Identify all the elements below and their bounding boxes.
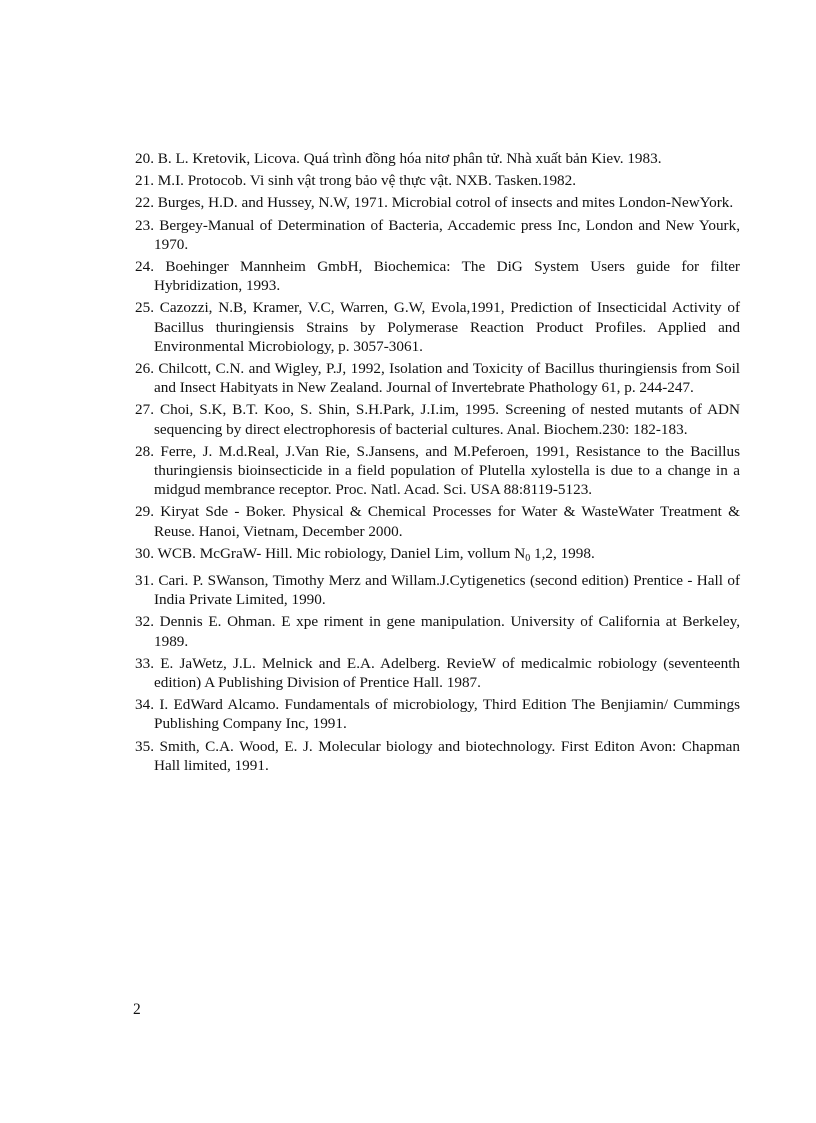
reference-text: WCB. McGraW- Hill. Mic robiology, Daniel Lim, vollum N bbox=[157, 544, 526, 562]
reference-number: 32. bbox=[135, 613, 154, 631]
reference-number: 30. bbox=[135, 544, 154, 562]
reference-item bbox=[135, 193, 740, 212]
reference-text: Cazozzi, N.B, Kramer, V.C, Warren, G.W, Evola,1991, Prediction of Insecticidal Activity of Bacillus thuringiensis Strains by Polymerase Reaction Product Profiles. Applied and Environmental Microbiology, p. 3057-3061. bbox=[154, 299, 741, 355]
reference-item bbox=[135, 571, 740, 609]
reference-number: 27. bbox=[135, 401, 154, 419]
reference-list bbox=[135, 149, 740, 778]
reference-item bbox=[135, 502, 740, 540]
reference-number: 29. bbox=[135, 503, 154, 521]
reference-number: 26. bbox=[135, 360, 154, 378]
reference-subscript: 0 bbox=[525, 552, 531, 564]
reference-text: I. EdWard Alcamo. Fundamentals of microbiology, Third Edition The Benjiamin/ Cummings Publishing Company Inc, 1991. bbox=[154, 696, 741, 733]
reference-number: 28. bbox=[135, 442, 154, 460]
reference-item bbox=[135, 695, 740, 733]
reference-item bbox=[135, 149, 740, 168]
reference-text: Burges, H.D. and Hussey, N.W, 1971. Microbial cotrol of insects and mites London-NewYork. bbox=[157, 194, 734, 212]
reference-number: 25. bbox=[135, 299, 154, 317]
reference-text: Boehinger Mannheim GmbH, Biochemica: The DiG System Users guide for filter Hybridization, 1993. bbox=[154, 258, 740, 295]
reference-text: Bergey-Manual of Determination of Bacteria, Accademic press Inc, London and New Yourk, 1970. bbox=[154, 216, 740, 253]
reference-text: Kiryat Sde - Boker. Physical & Chemical Processes for Water & WasteWater Treatment & Reuse. Hanoi, Vietnam, December 2000. bbox=[154, 503, 740, 540]
reference-text: Dennis E. Ohman. E xpe riment in gene manipulation. University of California at Berkeley, 1989. bbox=[154, 613, 741, 650]
reference-text: Smith, C.A. Wood, E. J. Molecular biology and biotechnology. First Editon Avon: Chapman Hall limited, 1991. bbox=[154, 737, 740, 774]
reference-text: Cari. P. SWanson, Timothy Merz and Willam.J.Cytigenetics (second edition) Prentice - Hall of India Private Limited, 1990. bbox=[154, 572, 740, 609]
reference-item bbox=[135, 544, 740, 568]
reference-item bbox=[135, 654, 740, 692]
reference-text-after: 1,2, 1998. bbox=[530, 544, 595, 562]
reference-text: Choi, S.K, B.T. Koo, S. Shin, S.H.Park, J.I.im, 1995. Screening of nested mutants of ADN sequencing by direct electrophoresis of bacterial cultures. Anal. Biochem.230: 182-183. bbox=[154, 401, 740, 438]
reference-number: 21. bbox=[135, 172, 154, 190]
reference-text: Ferre, J. M.d.Real, J.Van Rie, S.Jansens, and M.Peferoen, 1991, Resistance to the Bacillus thuringiensis bioinsecticide in a field population of Plutella xylostella is due to a change in a midgud membrance receptor. Proc. Natl. Acad. Sci. USA 88:8119-5123. bbox=[154, 442, 741, 499]
reference-item bbox=[135, 257, 740, 295]
reference-text: M.I. Protocob. Vi sinh vật trong bảo vệ thực vật. NXB. Tasken.1982. bbox=[157, 172, 577, 190]
reference-item bbox=[135, 216, 740, 254]
reference-item bbox=[135, 442, 740, 500]
reference-number: 20. bbox=[135, 150, 154, 167]
reference-number: 34. bbox=[135, 696, 154, 714]
reference-item bbox=[135, 737, 740, 775]
reference-number: 31. bbox=[135, 572, 154, 590]
reference-number: 33. bbox=[135, 654, 154, 672]
reference-text: E. JaWetz, J.L. Melnick and E.A. Adelberg. RevieW of medicalmic robiology (seventeenth edition) A Publishing Division of Prentice Hall. 1987. bbox=[154, 654, 741, 692]
reference-item bbox=[135, 359, 740, 397]
reference-number: 23. bbox=[135, 216, 154, 234]
reference-number: 24. bbox=[135, 258, 154, 276]
reference-item bbox=[135, 171, 740, 190]
reference-item bbox=[135, 612, 740, 650]
reference-text: Chilcott, C.N. and Wigley, P.J, 1992, Isolation and Toxicity of Bacillus thuringiensis from Soil and Insect Habityats in New Zealand. Journal of Invertebrate Phathology 61, p. 244-247. bbox=[154, 360, 741, 397]
reference-number: 22. bbox=[135, 194, 154, 212]
page-number: 2 bbox=[133, 1001, 141, 1018]
reference-number: 35. bbox=[135, 737, 154, 755]
reference-item bbox=[135, 400, 740, 438]
reference-item bbox=[135, 298, 740, 356]
reference-text: B. L. Kretovik, Licova. Quá trình đồng hóa nitơ phân tử. Nhà xuất bản Kiev. 1983. bbox=[157, 150, 662, 167]
